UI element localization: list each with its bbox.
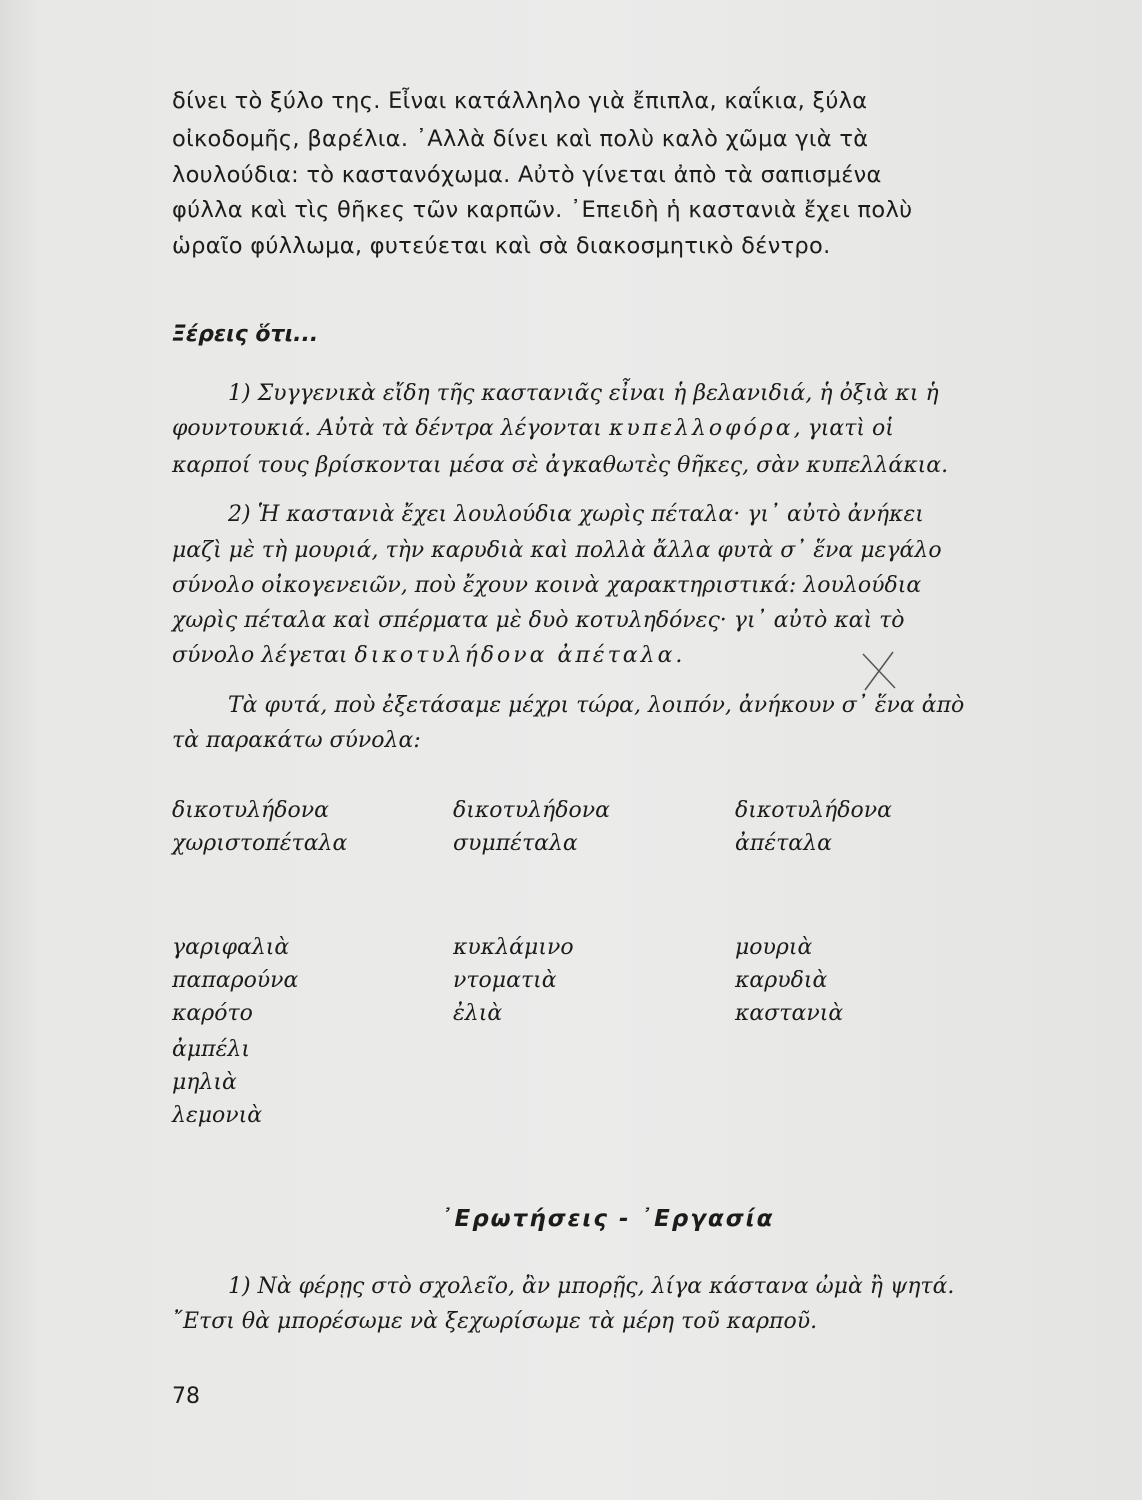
category-1-line1: δικοτυλήδονα [172,798,329,823]
intro-line: Τὰ φυτά, ποὺ ἐξετάσαμε μέχρι τώρα, λοιπόν, ἀνήκουν σ᾽ ἕνα ἀπὸ [228,693,965,718]
fact-text: φουντουκιά. Αὐτὰ τὰ δέντρα λέγονται [172,416,609,441]
paragraph-line: ὡραῖο φύλλωμα, φυτεύεται καὶ σὰ διακοσμητικὸ δέντρο. [172,233,831,259]
fact-line: 1) Συγγενικὰ εἴδη τῆς καστανιᾶς εἶναι ἡ βελανιδιά, ἡ ὀξιὰ κι ἡ [228,381,939,406]
paragraph-line: λουλούδια: τὸ καστανόχωμα. Αὐτὸ γίνεται ἀπὸ τὰ σαπισμένα [172,162,882,188]
fact-line [172,416,894,441]
plant-item: καστανιὰ [735,1001,844,1026]
question-line: 1) Νὰ φέρῃς στὸ σχολεῖο, ἂν μπορῇς, λίγα κάστανα ὠμὰ ἢ ψητά. [228,1274,955,1299]
did-you-know-heading: Ξέρεις ὅτι... [172,322,319,347]
fact-text: σύνολο λέγεται [172,643,355,668]
category-2-line1: δικοτυλήδονα [453,798,610,823]
plant-item: καρότο [172,1001,253,1026]
plant-item: ντοματιὰ [453,968,557,993]
category-1-line2: χωριστοπέταλα [172,831,348,856]
fact-line: 2) Ἡ καστανιὰ ἔχει λουλούδια χωρὶς πέταλα· γι᾽ αὐτὸ ἀνήκει [228,502,924,527]
pencil-mark-icon [855,648,905,693]
paragraph-line: δίνει τὸ ξύλο της. Εἶναι κατάλληλο γιὰ ἔπιπλα, καΐκια, ξύλα [172,88,868,114]
plant-item: μουριὰ [735,935,813,960]
fact-line: καρποί τους βρίσκονται μέσα σὲ ἀγκαθωτὲς θῆκες, σὰν κυπελλάκια. [172,453,949,478]
term-cupule-bearing: κυπελλοφόρα [608,416,794,441]
category-3-line2: ἀπέταλα [735,831,832,856]
plant-item: καρυδιὰ [735,968,828,993]
plant-item: κυκλάμινο [453,935,574,960]
plant-item: ἐλιὰ [453,1001,503,1026]
paragraph-line: οἰκοδομῆς, βαρέλια. ᾽Αλλὰ δίνει καὶ πολὺ καλὸ χῶμα γιὰ τὰ [172,126,869,152]
fact-line [172,643,685,668]
fact-line: σύνολο οἰκογενειῶν, ποὺ ἔχουν κοινὰ χαρακτηριστικά: λουλούδια [172,573,922,598]
term-dicot-apetalous: δικοτυλήδονα ἀπέταλα. [354,643,686,668]
category-3-line1: δικοτυλήδονα [735,798,892,823]
intro-line: τὰ παρακάτω σύνολα: [172,728,421,753]
fact-line: χωρὶς πέταλα καὶ σπέρματα μὲ δυὸ κοτυληδόνες· γι᾽ αὐτὸ καὶ τὸ [172,608,905,633]
category-2-line2: συμπέταλα [453,831,578,856]
page-number: 78 [172,1384,200,1409]
questions-heading: ᾽Ερωτήσεις - ᾽Εργασία [441,1206,775,1232]
plant-item: λεμονιὰ [172,1103,263,1128]
plant-item: γαριφαλιὰ [172,935,290,960]
plant-item: μηλιὰ [172,1070,237,1095]
plant-item: παπαρούνα [172,968,299,993]
question-line: ῎Ετσι θὰ μπορέσωμε νὰ ξεχωρίσωμε τὰ μέρη τοῦ καρποῦ. [172,1309,818,1334]
paragraph-line: φύλλα καὶ τὶς θῆκες τῶν καρπῶν. ᾽Επειδὴ ἡ καστανιὰ ἔχει πολὺ [172,197,913,223]
plant-item: ἀμπέλι [172,1037,250,1062]
fact-line: μαζὶ μὲ τὴ μουριά, τὴν καρυδιὰ καὶ πολλὰ ἄλλα φυτὰ σ᾽ ἕνα μεγάλο [172,538,942,563]
fact-text: , γιατὶ οἱ [793,416,894,441]
